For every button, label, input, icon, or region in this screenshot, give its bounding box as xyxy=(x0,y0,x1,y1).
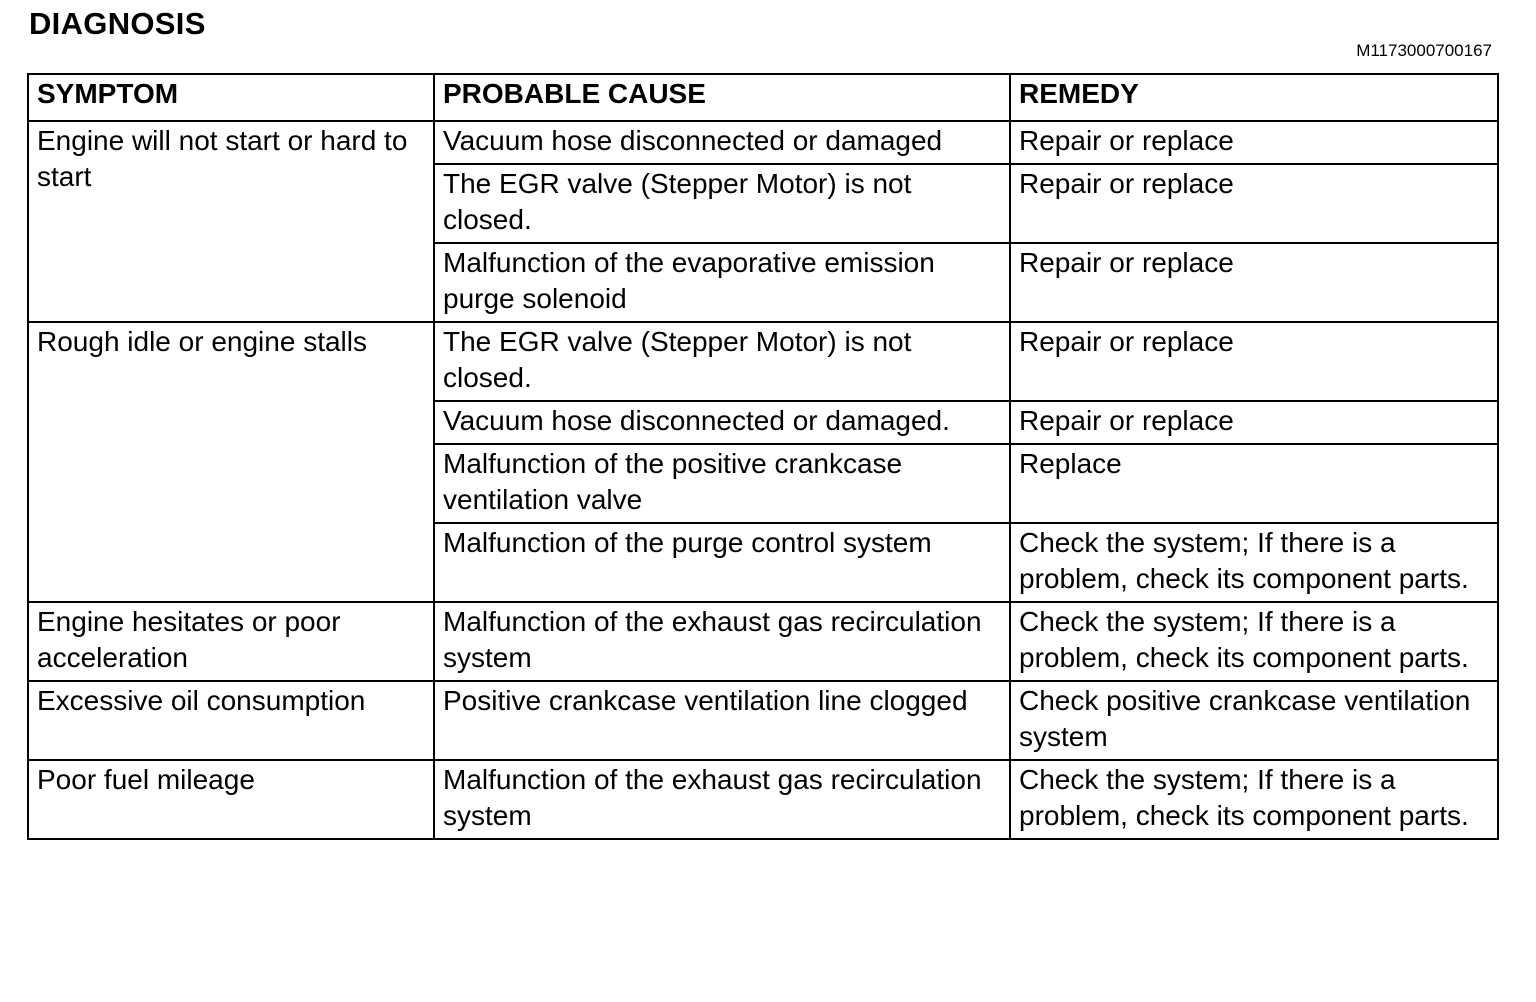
cause-cell: The EGR valve (Stepper Motor) is not closed. xyxy=(434,322,1010,401)
page-title: DIAGNOSIS xyxy=(29,6,206,41)
remedy-cell: Check the system; If there is a problem, check its component parts. xyxy=(1010,760,1498,839)
column-header-symptom: SYMPTOM xyxy=(28,74,434,121)
remedy-cell: Check the system; If there is a problem, check its component parts. xyxy=(1010,602,1498,681)
cause-cell: The EGR valve (Stepper Motor) is not closed. xyxy=(434,164,1010,243)
document-id: M1173000700167 xyxy=(1356,41,1492,60)
diagnosis-table xyxy=(27,73,1499,840)
cause-cell: Malfunction of the positive crankcase ventilation valve xyxy=(434,444,1010,523)
remedy-cell: Check the system; If there is a problem, check its component parts. xyxy=(1010,523,1498,602)
cause-cell: Malfunction of the exhaust gas recirculation system xyxy=(434,760,1010,839)
table-row xyxy=(28,121,1498,164)
cause-cell: Vacuum hose disconnected or damaged xyxy=(434,121,1010,164)
remedy-cell: Repair or replace xyxy=(1010,322,1498,401)
table-row xyxy=(28,681,1498,760)
cause-cell: Malfunction of the evaporative emission purge solenoid xyxy=(434,243,1010,322)
table-row xyxy=(28,760,1498,839)
column-header-remedy: REMEDY xyxy=(1010,74,1498,121)
remedy-cell: Repair or replace xyxy=(1010,164,1498,243)
symptom-cell: Engine will not start or hard to start xyxy=(28,121,434,322)
symptom-cell: Rough idle or engine stalls xyxy=(28,322,434,602)
symptom-cell: Poor fuel mileage xyxy=(28,760,434,839)
table-header-row xyxy=(28,74,1498,121)
remedy-cell: Repair or replace xyxy=(1010,243,1498,322)
remedy-cell: Check positive crankcase ventilation system xyxy=(1010,681,1498,760)
remedy-cell: Replace xyxy=(1010,444,1498,523)
cause-cell: Malfunction of the exhaust gas recirculation system xyxy=(434,602,1010,681)
table-row xyxy=(28,322,1498,401)
cause-cell: Malfunction of the purge control system xyxy=(434,523,1010,602)
symptom-cell: Engine hesitates or poor acceleration xyxy=(28,602,434,681)
symptom-cell: Excessive oil consumption xyxy=(28,681,434,760)
cause-cell: Vacuum hose disconnected or damaged. xyxy=(434,401,1010,444)
remedy-cell: Repair or replace xyxy=(1010,121,1498,164)
cause-cell: Positive crankcase ventilation line clogged xyxy=(434,681,1010,760)
table-row xyxy=(28,602,1498,681)
remedy-cell: Repair or replace xyxy=(1010,401,1498,444)
column-header-probable-cause: PROBABLE CAUSE xyxy=(434,74,1010,121)
